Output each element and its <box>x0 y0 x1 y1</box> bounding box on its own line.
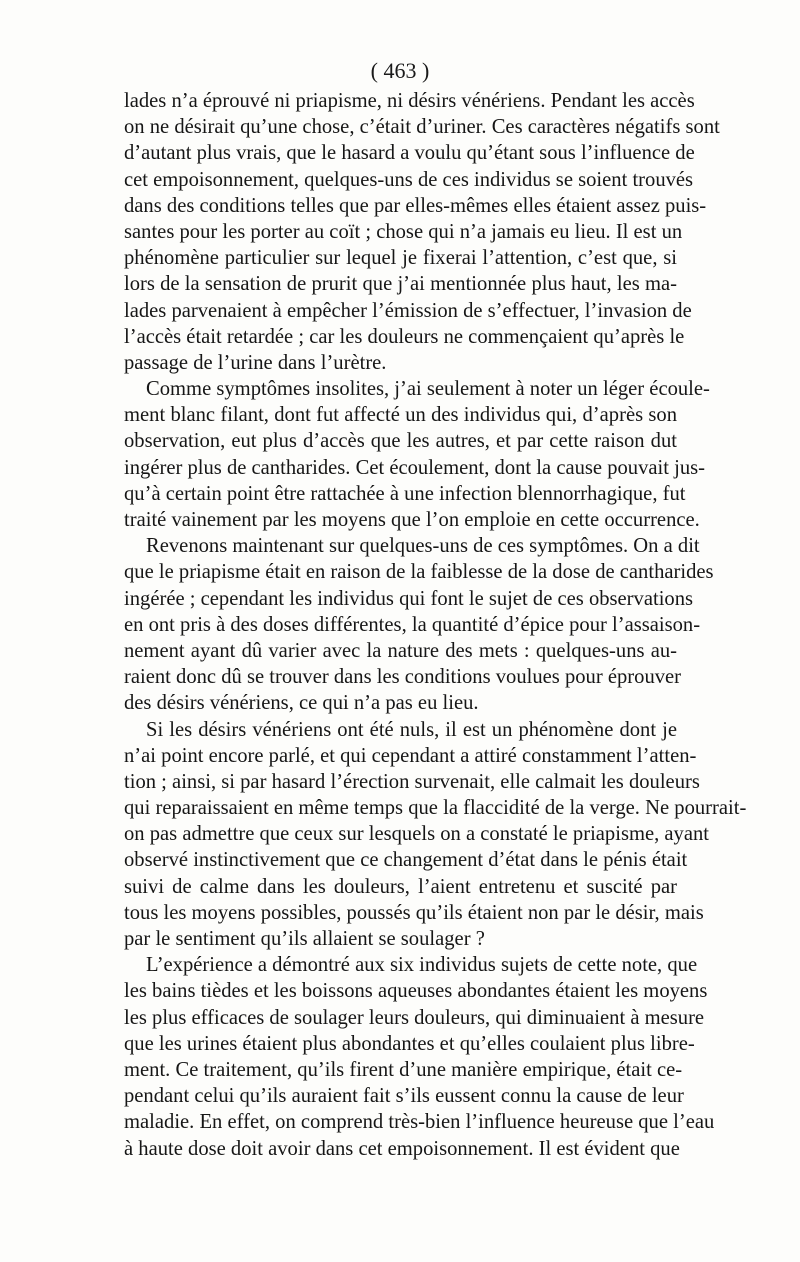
text-line: à haute dose doit avoir dans cet empoisonnement. Il est évident que <box>124 1137 680 1160</box>
text-line: on ne désirait qu’une chose, c’était d’uriner. Ces caractères négatifs sont <box>124 116 720 139</box>
text-line: qu’à certain point être rattachée à une infection blennorrhagique, fut <box>124 482 686 505</box>
paragraph <box>124 717 747 953</box>
text-line: raient donc dû se trouver dans les conditions voulues pour éprouver <box>124 666 682 689</box>
text-line: observé instinctivement que ce changement d’état dans le pénis était <box>124 849 688 872</box>
text-line: L’expérience a démontré aux six individus sujets de cette note, que <box>146 954 698 977</box>
text-line: l’accès était retardée ; car les douleurs ne commençaient qu’après le <box>124 325 685 348</box>
text-line: ingérée ; cependant les individus qui font le sujet de ces observations <box>124 587 694 610</box>
paragraph <box>124 376 710 533</box>
text-line: que le priapisme était en raison de la faiblesse de la dose de cantharides <box>124 561 714 584</box>
text-line: phénomène particulier sur lequel je fixerai l’attention, c’est que, si <box>124 247 677 270</box>
text-line: en ont pris à des doses différentes, la quantité d’épice pour l’assaison- <box>124 613 701 636</box>
text-line: nement ayant dû varier avec la nature des mets : quelques-uns au- <box>124 639 677 662</box>
text-line: que les urines étaient plus abondantes et qu’elles coulaient plus libre- <box>124 1032 695 1055</box>
text-line: des désirs vénériens, ce qui n’a pas eu lieu. <box>124 692 479 715</box>
text-line: ment blanc filant, dont fut affecté un des individus qui, d’après son <box>124 404 677 427</box>
text-line: pendant celui qu’ils auraient fait s’ils eussent connu la cause de leur <box>124 1085 684 1108</box>
text-line: Revenons maintenant sur quelques-uns de ces symptômes. On a dit <box>146 535 700 558</box>
text-line: passage de l’urine dans l’urètre. <box>124 351 387 374</box>
text-line: d’autant plus vrais, que le hasard a voulu qu’étant sous l’influence de <box>124 142 695 165</box>
text-line: tion ; ainsi, si par hasard l’érection survenait, elle calmait les douleurs <box>124 770 700 793</box>
text-line: ment. Ce traitement, qu’ils firent d’une manière empirique, était ce- <box>124 1058 683 1081</box>
text-line: on pas admettre que ceux sur lesquels on a constaté le priapisme, ayant <box>124 823 710 846</box>
text-line: ingérer plus de cantharides. Cet écoulement, dont la cause pouvait jus- <box>124 456 706 479</box>
body-text <box>124 88 747 1162</box>
paragraph <box>124 533 714 716</box>
text-line: observation, eut plus d’accès que les autres, et par cette raison dut <box>124 430 677 453</box>
text-line: cet empoisonnement, quelques-uns de ces individus se soient trouvés <box>124 168 694 191</box>
page-number: ( 463 ) <box>370 58 430 83</box>
text-line: lades parvenaient à empêcher l’émission de s’effectuer, l’invasion de <box>124 299 692 322</box>
paragraph <box>124 88 720 376</box>
text-line: n’ai point encore parlé, et qui cependant a attiré constamment l’atten- <box>124 744 697 767</box>
text-line: santes pour les porter au coït ; chose qui n’a jamais eu lieu. Il est un <box>124 220 683 243</box>
text-line: les bains tièdes et les boissons aqueuses abondantes étaient les moyens <box>124 980 708 1003</box>
text-line: lors de la sensation de prurit que j’ai mentionnée plus haut, les ma- <box>124 273 677 296</box>
text-line: traité vainement par les moyens que l’on emploie en cette occurrence. <box>124 509 700 531</box>
text-line: tous les moyens possibles, poussés qu’ils étaient non par le désir, mais <box>124 901 704 924</box>
paragraph <box>124 952 715 1162</box>
text-line: les plus efficaces de soulager leurs douleurs, qui diminuaient à mesure <box>124 1006 705 1029</box>
text-line: suivi de calme dans les douleurs, l’aient entretenu et suscité par <box>124 875 677 898</box>
text-line: lades n’a éprouvé ni priapisme, ni désirs vénériens. Pendant les accès <box>124 90 695 112</box>
text-line: maladie. En effet, on comprend très-bien l’influence heureuse que l’eau <box>124 1111 715 1134</box>
text-line: Comme symptômes insolites, j’ai seulement à noter un léger écoule- <box>146 378 710 401</box>
text-line: dans des conditions telles que par elles-mêmes elles étaient assez puis- <box>124 194 707 217</box>
text-line: Si les désirs vénériens ont été nuls, il est un phénomène dont je <box>146 718 677 741</box>
text-line: par le sentiment qu’ils allaient se soulager ? <box>124 928 485 950</box>
text-line: qui reparaissaient en même temps que la flaccidité de la verge. Ne pourrait- <box>124 797 747 820</box>
